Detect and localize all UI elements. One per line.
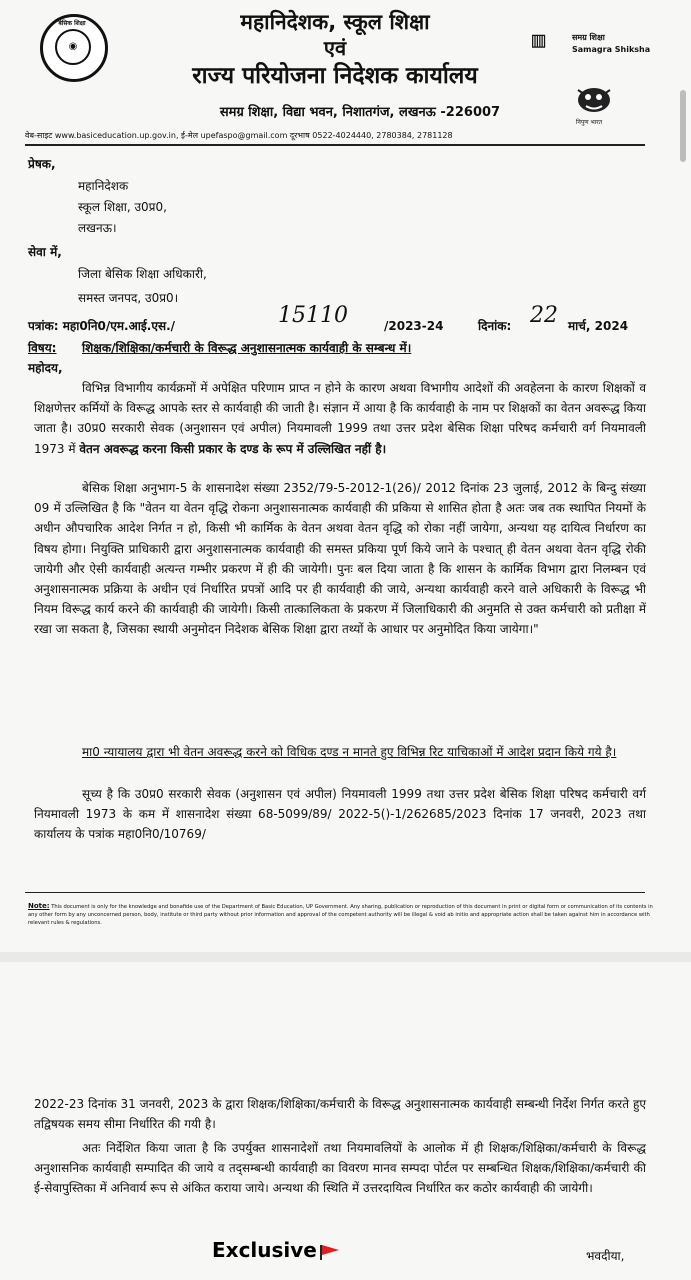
footer-note [28, 902, 658, 927]
paragraph-1: विभिन्न विभागीय कार्यक्रमों में अपेक्षित परिणाम प्राप्त न होने के कारण अथवा विभागीय आदेशों की अवहेलना के कारण शिक्षकों व शिक्षणेत्तर कर्मियों के विरूद्ध आपके स्तर से कार्यवाही की जाती है। संज्ञान में आया है कि कार्यवाही के नाम पर शिक्षकों का वेतन अवरूद्ध किया जाता है। उ0प्र0 सरकारी सेवक (अनुशासन एवं अपील) नियमावली 1999 तथा उत्तर प्रदेश बेसिक शिक्षा परिषद कर्मचारी वर्ग नियमावली 1973 में वेतन अवरूद्ध करना किसी प्रकार के दण्ड के रूप में उल्लिखित नहीं है। [34, 381, 646, 456]
seal-emblem: ◉ [55, 29, 91, 65]
recipient-line: जिला बेसिक शिक्षा अधिकारी, [78, 267, 207, 281]
exclusive-watermark [212, 1238, 341, 1262]
paragraph-2: बेसिक शिक्षा अनुभाग-5 के शासनादेश संख्या 2352/79-5-2012-1(26)/ 2012 दिनांक 23 जुलाई, 2012 के बिन्दु संख्या 09 में उल्लिखित है कि "वेतन या वेतन वृद्धि रोकना अनुशासनात्मक कार्यवाही की प्रकिया से शासित होता है अतः जब तक स्थापित नियमों के अधीन औपचारिक आदेश निर्गत न हो, किसी भी कार्मिक के वेतन अथवा वेतन वृद्धि को रोका नहीं जायेगा, अन्यथा यह दायित्व निर्धारण का विषय होगा। नियुक्ति प्राधिकारी द्वारा अनुशासनात्मक कार्यवाही की समस्त प्रकिया पूर्ण किये जाने के पश्चात् ही वेतन अथवा वेतन वृद्धि रोकी जायेगी और ऐसी कार्यवाही अत्यन्त गम्भीर प्रकरण में ही की जायेगी। पुनः बल दिया जाता है कि शासन के कार्मिक विभाग द्वारा निलम्बन एवं अनुशासनात्मक प्रक्रिया के अधीन एवं निर्धारित प्रपत्रों आदि पर ही कार्यवाही की जाये, अन्यथा कार्यवाही करने वाले अधिकारी के विरूद्ध भी नियम विरूद्ध कार्य करने की कार्यवाही की जायेगी। किसी तात्कालिकता के प्रकरण में जिलाधिकारी की अनुमति से उक्त कर्मचारी को प्रतीक्षा में रखा जा सकता है, जिसका स्थायी अनुमोदन निदेशक बेसिक शिक्षा द्वारा तथ्यों के आधार पर अनुमोदित किया जायेगा।" [34, 481, 646, 637]
header-divider [25, 144, 645, 146]
scroll-indicator [680, 90, 686, 162]
mascot-caption: निपुण भारत [576, 119, 603, 126]
subject-label: विषय: [28, 341, 57, 355]
samagra-shiksha-icon: ▥ [532, 28, 546, 53]
samagra-hindi: समग्र शिक्षा [572, 33, 605, 42]
red-flag-icon [319, 1243, 341, 1261]
salutation: महोदय, [28, 361, 63, 375]
office-address: समग्र शिक्षा, विद्या भवन, निशातगंज, लखनऊ -226007 [219, 105, 501, 120]
footer-divider [25, 892, 645, 893]
sender-line: महानिदेशक [78, 179, 129, 193]
letter-page-2 [0, 962, 691, 1280]
header-title-line2: एवं [323, 36, 347, 60]
recipient-label: सेवा में, [28, 245, 62, 259]
samagra-shiksha-logo [532, 30, 662, 64]
reference-year: /2023-24 [384, 319, 444, 333]
recipient-line: समस्त जनपद, उ0प्र0। [78, 291, 179, 305]
header-title-line1: महानिदेशक, स्कूल शिक्षा [240, 10, 430, 34]
paragraph-4: सूच्य है कि उ0प्र0 सरकारी सेवक (अनुशासन एवं अपील) नियमावली 1999 तथा उत्तर प्रदेश बेसिक शिक्षा परिषद कर्मचारी वर्ग नियमावली 1973 के कम में शासनादेश संख्या 68-5099/89/ 2022-5()-1/262685/2023 दिनांक 17 जनवरी, 2023 तथा कार्यालय के पत्रांक महा0नि0/10769/ [34, 787, 646, 842]
samagra-english: Samagra Shiksha [572, 45, 651, 54]
header-title-line3: राज्य परियोजना निदेशक कार्यालय [192, 63, 478, 89]
seal-text: बेसिक शिक्षा [58, 20, 86, 27]
date-day-handwritten: 22 [530, 303, 558, 328]
up-basic-education-seal [40, 14, 108, 82]
closing-signoff: भवदीया, [586, 1249, 625, 1263]
paragraph-5: अतः निर्देशित किया जाता है कि उपर्युक्त शासनादेशों तथा नियमावलियों के आलोक में ही शिक्षक/शिक्षिका/कर्मचारी के विरूद्ध अनुशासनिक कार्यवाही सम्पादित की जाये व तद्सम्बन्धी कार्यवाही का विवरण मानव सम्पदा पोर्टल पर सम्बन्धित शिक्षक/शिक्षिका/कर्मचारी की ई-सेवापुस्तिका में अनिवार्य रूप से अंकित कराया जाये। अन्यथा की स्थिति में उत्तरदायित्व निर्धारित कर कठोर कार्यवाही की जायेगी। [34, 1141, 646, 1196]
nipun-bharat-mascot-icon [572, 84, 616, 114]
date-label: दिनांक: [478, 319, 512, 333]
sender-line: लखनऊ। [78, 221, 117, 235]
watermark-text: Exclusive [212, 1238, 317, 1262]
date-month-year: मार्च, 2024 [568, 319, 629, 333]
paragraph-3: मा0 न्यायालय द्वारा भी वेतन अवरूद्ध करने को विधिक दण्ड न मानते हुए विभिन्न रिट याचिकाओं में आदेश प्रदान किये गये है। [82, 745, 617, 759]
note-text: This document is only for the knowledge and bonafide use of the Department of Basic Education, UP Government. Any sharing, publication or reproduction of this document in print or digital form or communication of its contents in any other form by any unconcerned person, body, institute or third party without prior information and approval of the competent authority will be illegal & void ab initio and appropriate action shall be taken against him in accordance with relevant rules & regulations. [28, 904, 653, 926]
office-contact: वेब-साइट www.basiceducation.up.gov.in, ई-मेल upefaspo@gmail.com दूरभाष 0522-4024440, 2780384, 2781128 [25, 131, 453, 140]
sender-line: स्कूल शिक्षा, उ0प्र0, [78, 200, 167, 214]
subject-text: शिक्षक/शिक्षिका/कर्मचारी के विरूद्ध अनुशासनात्मक कार्यवाही के सम्बन्ध में। [82, 341, 412, 355]
paragraph-continued: 2022-23 दिनांक 31 जनवरी, 2023 के द्वारा शिक्षक/शिक्षिका/कर्मचारी के विरूद्ध अनुशासनात्मक कार्यवाही सम्बन्धी निर्देश निर्गत करते हुए तद्विषयक समय सीमा निर्धारित की गयी है। [34, 1097, 646, 1132]
reference-number-handwritten: 15110 [278, 303, 348, 328]
sender-label: प्रेषक, [28, 157, 56, 171]
reference-prefix: पत्रांक: महा0नि0/एम.आई.एस./ [28, 319, 176, 333]
note-label: Note: [28, 902, 50, 910]
